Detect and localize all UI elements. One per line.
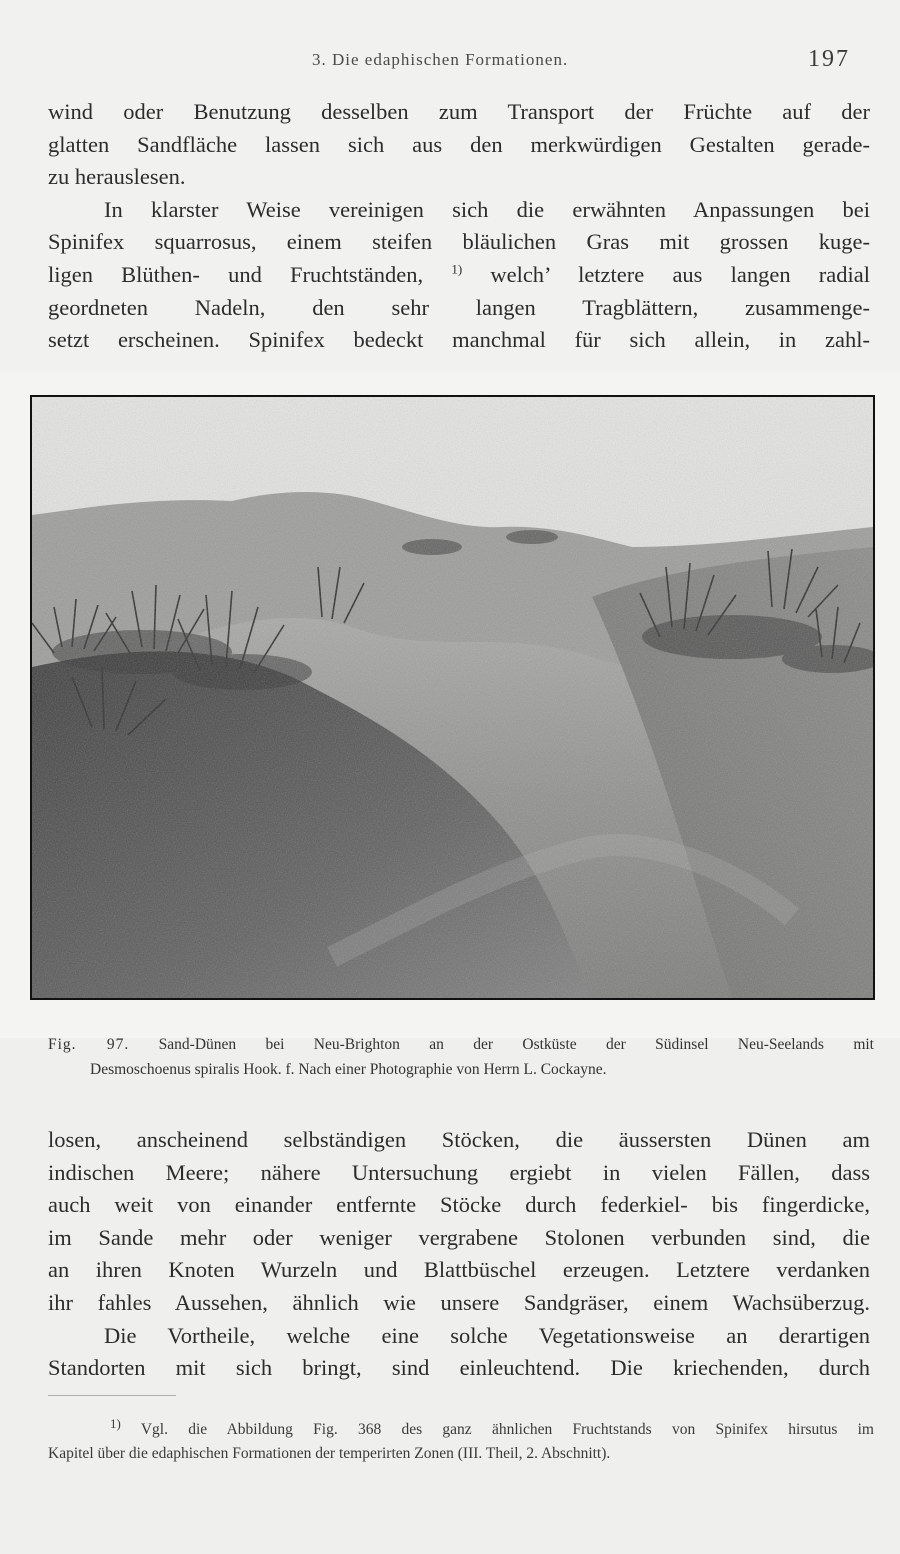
footnote-line: Kapitel über die edaphischen Formationen der temperirten Zonen (III. Theil, 2. Abschnitt). — [48, 1445, 611, 1462]
figure-label: Fig. 97. — [48, 1036, 130, 1053]
running-title: 3. Die edaphischen Formationen. — [312, 50, 569, 69]
caption-text: Sand-Dünen bei Neu-Brighton an der Ostküste der Südinsel Neu-Seelands mit — [158, 1036, 874, 1053]
text-line: auch weit von einander entfernte Stöcke durch federkiel- bis fingerdicke, — [48, 1192, 870, 1218]
text-line: setzt erscheinen. Spinifex bedeckt manchmal für sich allein, in zahl- — [48, 327, 870, 353]
page-number: 197 — [808, 46, 850, 72]
paragraph-start-line: Die Vortheile, welche eine solche Vegetationsweise an derartigen — [104, 1322, 870, 1348]
text-line: Spinifex squarrosus, einem steifen bläulichen Gras mit grossen kuge- — [48, 229, 870, 255]
text-fragment: ligen Blüthen- und Fruchtständen, — [48, 261, 424, 287]
caption-line — [48, 1032, 874, 1057]
footnote-marker: 1) — [110, 1415, 121, 1431]
photo-grain — [32, 397, 873, 998]
footnote-line — [48, 1415, 874, 1442]
text-line: ihr fahles Aussehen, ähnlich wie unsere Sandgräser, einem Wachsüberzug. — [48, 1289, 870, 1315]
text-line: wind oder Benutzung desselben zum Transport der Früchte auf der — [48, 99, 870, 124]
figure-caption — [48, 1032, 874, 1082]
text-line-with-footnote — [48, 259, 870, 292]
paragraph-start-line: In klarster Weise vereinigen sich die erwähnten Anpassungen bei — [104, 196, 870, 222]
footnote-text: Vgl. die Abbildung Fig. 368 des ganz ähnlichen Fruchtstands von Spinifex hirsutus im — [140, 1421, 874, 1438]
footnote — [48, 1415, 874, 1466]
running-head — [0, 42, 900, 78]
caption-line: Desmoschoenus spiralis Hook. f. Nach einer Photographie von Herrn L. Cockayne. — [90, 1061, 607, 1078]
text-line: losen, anscheinend selbständigen Stöcken, die äussersten Dünen am — [48, 1127, 870, 1152]
body-text-top — [48, 96, 870, 357]
text-line: geordneten Nadeln, den sehr langen Tragblättern, zusammenge- — [48, 294, 870, 320]
text-line: an ihren Knoten Wurzeln und Blattbüschel erzeugen. Letztere verdanken — [48, 1257, 870, 1283]
text-line: indischen Meere; nähere Untersuchung ergiebt in vielen Fällen, dass — [48, 1159, 870, 1185]
footnote-divider — [48, 1395, 176, 1396]
figure-photo-frame — [30, 395, 875, 1000]
text-line: zu herauslesen. — [48, 164, 186, 190]
footnote-reference[interactable]: 1) — [451, 261, 463, 277]
text-line: glatten Sandfläche lassen sich aus den merkwürdigen Gestalten gerade- — [48, 131, 870, 157]
text-line: Standorten mit sich bringt, sind einleuchtend. Die kriechenden, durch — [48, 1355, 870, 1381]
text-line: im Sande mehr oder weniger vergrabene Stolonen verbunden sind, die — [48, 1224, 870, 1250]
text-fragment: welch’ letztere aus langen radial — [462, 261, 870, 287]
sand-dunes-photo — [32, 397, 873, 998]
body-text-bottom — [48, 1124, 870, 1385]
